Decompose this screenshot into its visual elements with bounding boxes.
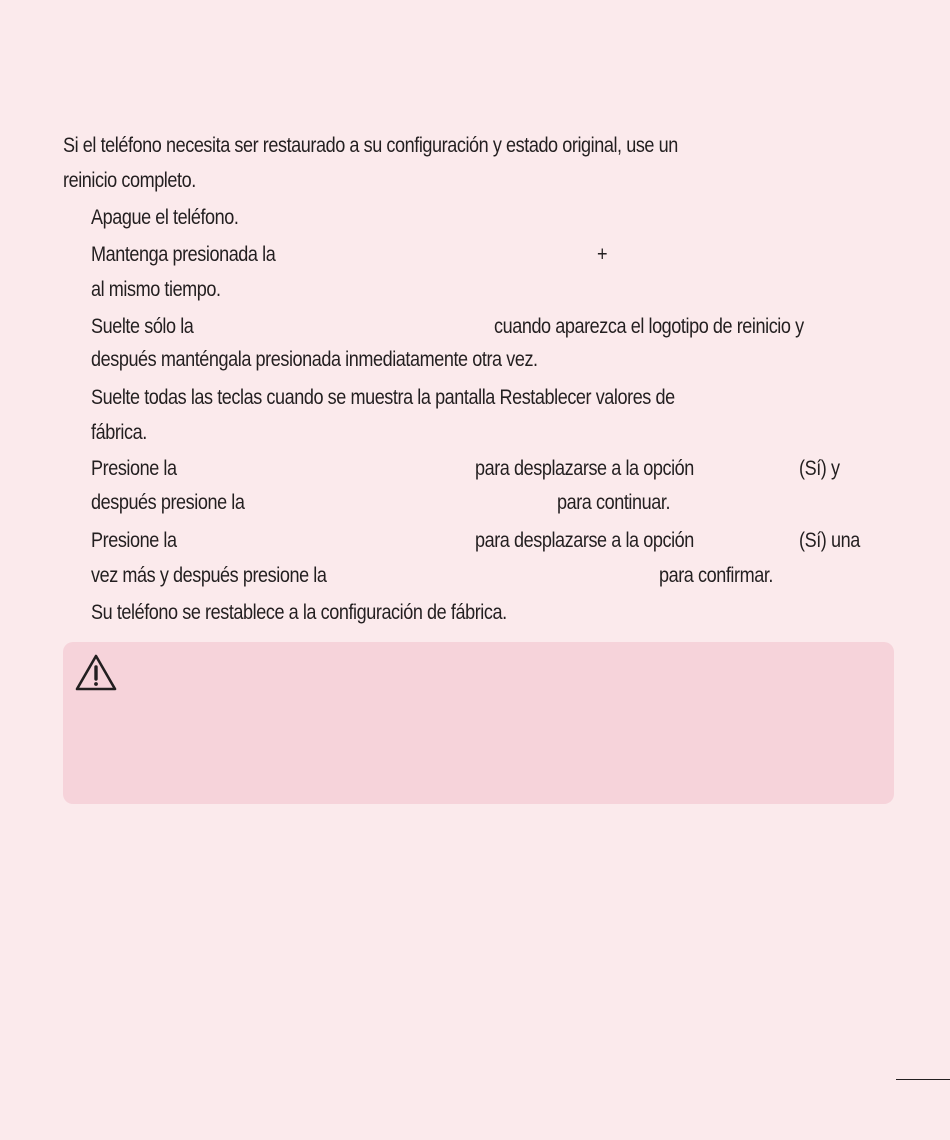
step-5-text-c: (Sí) y <box>799 457 840 480</box>
step-2-continuation: al mismo tiempo. <box>91 278 221 301</box>
intro-line-1: Si el teléfono necesita ser restaurado a su configuración y estado original, use un <box>63 134 678 157</box>
step-6-continuation-b: para confirmar. <box>659 564 774 587</box>
step-6-text-c: (Sí) una <box>799 529 860 552</box>
step-4-text: Suelte todas las teclas cuando se muestra la pantalla Restablecer valores de <box>91 386 675 409</box>
footer-rule <box>896 1079 950 1080</box>
step-4-continuation: fábrica. <box>91 421 147 444</box>
step-6-text: Presione la <box>91 529 177 552</box>
step-5-text-b: para desplazarse a la opción <box>475 457 694 480</box>
step-3-text-b: cuando aparezca el logotipo de reinicio y <box>494 315 804 338</box>
step-7-text: Su teléfono se restablece a la configuración de fábrica. <box>91 601 507 624</box>
step-6-text-b: para desplazarse a la opción <box>475 529 694 552</box>
step-1-text: Apague el teléfono. <box>91 206 239 229</box>
warning-box <box>63 642 894 804</box>
warning-triangle-icon <box>74 652 118 692</box>
step-5-text: Presione la <box>91 457 177 480</box>
step-3-text: Suelte sólo la <box>91 315 194 338</box>
step-3-continuation: después manténgala presionada inmediatamente otra vez. <box>91 348 538 371</box>
step-5-continuation-b: para continuar. <box>557 491 671 514</box>
step-2-plus: + <box>597 243 608 266</box>
step-6-continuation: vez más y después presione la <box>91 564 327 587</box>
intro-line-2: reinicio completo. <box>63 169 196 192</box>
step-5-continuation: después presione la <box>91 491 245 514</box>
step-2-text: Mantenga presionada la <box>91 243 276 266</box>
